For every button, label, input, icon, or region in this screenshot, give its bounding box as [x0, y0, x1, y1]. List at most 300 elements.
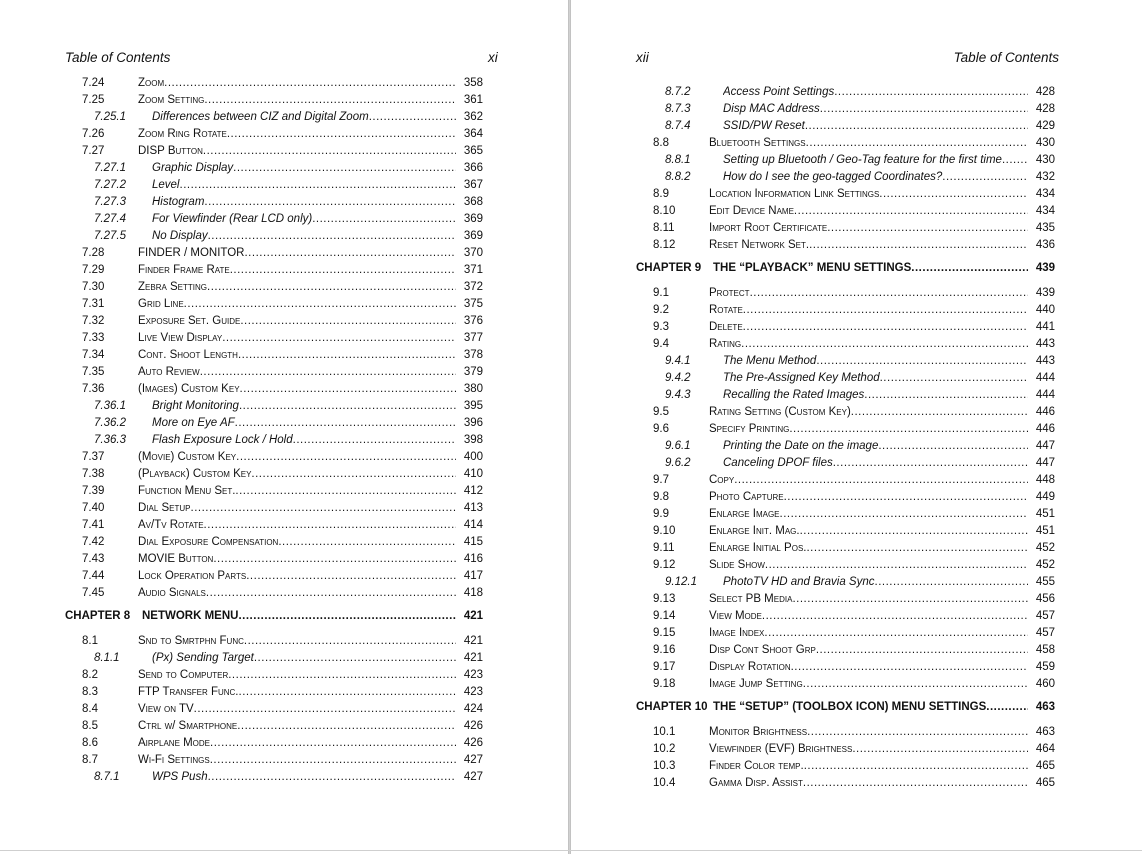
- toc-entry-number: 7.31: [82, 298, 105, 310]
- toc-entry[interactable]: [636, 676, 1055, 693]
- toc-entry-title: Snd to Smrtphn Func: [138, 635, 244, 647]
- toc-entry-title: Setting up Bluetooth / Geo-Tag feature for the first time: [723, 154, 1002, 166]
- toc-entry-title: Rating: [709, 338, 742, 350]
- toc-entry[interactable]: [636, 353, 1055, 370]
- toc-entry-number: 7.24: [82, 77, 105, 89]
- dot-leader: [875, 574, 1029, 591]
- toc-entry[interactable]: [65, 701, 483, 718]
- toc-entry[interactable]: [65, 279, 483, 296]
- toc-entry-title: Access Point Settings: [723, 86, 835, 98]
- toc-entry-page: 358: [463, 77, 483, 89]
- toc-entry[interactable]: [636, 186, 1055, 203]
- toc-entry[interactable]: [65, 245, 483, 262]
- toc-entry-title: Zoom Setting: [138, 94, 205, 106]
- toc-entry-page: 427: [463, 754, 483, 766]
- toc-entry-page: 428: [1035, 103, 1055, 115]
- dot-leader: [806, 135, 1028, 152]
- dot-leader: [820, 101, 1028, 118]
- dot-leader: [741, 336, 1028, 353]
- toc-entry[interactable]: [636, 455, 1055, 472]
- dot-leader: [762, 608, 1028, 625]
- toc-entry[interactable]: [65, 262, 483, 279]
- toc-entry-page: 452: [1035, 559, 1055, 571]
- left-page: [0, 0, 568, 854]
- toc-chapter-entry[interactable]: [636, 699, 1055, 716]
- dot-leader: [750, 285, 1028, 302]
- toc-entry-page: 427: [463, 771, 483, 783]
- toc-entry-title: More on Eye AF: [152, 417, 235, 429]
- toc-entry[interactable]: [636, 336, 1055, 353]
- toc-entry[interactable]: [636, 152, 1055, 169]
- toc-entry-title: Dial Exposure Compensation: [138, 536, 279, 548]
- toc-entry-number: 7.28: [82, 247, 105, 259]
- toc-entry-title: Live View Display: [138, 332, 223, 344]
- toc-entry-number: 9.9: [653, 508, 669, 520]
- toc-entry-page: 441: [1035, 321, 1055, 333]
- dot-leader: [743, 302, 1028, 319]
- toc-entry-page: 398: [463, 434, 483, 446]
- toc-entry[interactable]: [636, 642, 1055, 659]
- toc-entry-number: 10.1: [653, 726, 676, 738]
- toc-entry-page: 365: [463, 145, 483, 157]
- toc-entry-page: 460: [1035, 678, 1055, 690]
- toc-entry-title: Finder Frame Rate: [138, 264, 230, 276]
- toc-entry-page: 435: [1035, 222, 1055, 234]
- toc-entry-number: 8.3: [82, 686, 98, 698]
- toc-entry-page: 367: [463, 179, 483, 191]
- toc-entry[interactable]: [636, 135, 1055, 152]
- dot-leader: [208, 228, 456, 245]
- dot-leader: [743, 319, 1028, 336]
- toc-entry[interactable]: [636, 659, 1055, 676]
- toc-entry-title: Rotate: [709, 304, 743, 316]
- dot-leader: [191, 500, 456, 517]
- dot-leader: [208, 769, 456, 786]
- toc-entry-number: 7.27.5: [94, 230, 126, 242]
- toc-entry-title: How do I see the geo-tagged Coordinates?: [723, 171, 943, 183]
- dot-leader: [312, 211, 456, 228]
- toc-entry-number: 8.4: [82, 703, 98, 715]
- toc-entry-title: The Menu Method: [723, 355, 817, 367]
- toc-entry-title: Monitor Brightness: [709, 726, 808, 738]
- dot-leader: [206, 585, 456, 602]
- toc-entry[interactable]: [65, 381, 483, 398]
- dot-leader: [1002, 152, 1028, 169]
- toc-entry[interactable]: [636, 523, 1055, 540]
- toc-entry-title: (Movie) Custom Key: [138, 451, 237, 463]
- toc-entry[interactable]: [65, 313, 483, 330]
- toc-entry-title: Disp MAC Address: [723, 103, 820, 115]
- toc-entry-number: 7.45: [82, 587, 105, 599]
- toc-entry-page: 448: [1035, 474, 1055, 486]
- toc-entry-page: 463: [1035, 726, 1055, 738]
- dot-leader: [207, 279, 456, 296]
- dot-leader: [804, 758, 1028, 775]
- toc-entry[interactable]: [65, 228, 483, 245]
- dot-leader: [246, 568, 456, 585]
- toc-entry-number: 7.33: [82, 332, 105, 344]
- toc-entry-page: 371: [463, 264, 483, 276]
- toc-entry[interactable]: [636, 591, 1055, 608]
- toc-entry-page: 455: [1035, 576, 1055, 588]
- toc-entry[interactable]: [65, 211, 483, 228]
- toc-entry-number: 7.27.4: [94, 213, 126, 225]
- toc-entry-page: 421: [463, 652, 483, 664]
- toc-entry-page: 432: [1035, 171, 1055, 183]
- toc-list: [65, 75, 483, 795]
- toc-entry-number: 9.4.1: [665, 355, 691, 367]
- toc-entry-page: 439: [1035, 262, 1055, 274]
- dot-leader: [235, 415, 456, 432]
- toc-entry-number: 7.39: [82, 485, 105, 497]
- toc-entry-number: 9.11: [653, 542, 675, 554]
- toc-entry-number: 8.9: [653, 188, 669, 200]
- toc-entry-page: 428: [1035, 86, 1055, 98]
- toc-entry-number: 7.35: [82, 366, 105, 378]
- toc-entry-page: 447: [1035, 457, 1055, 469]
- toc-entry[interactable]: [636, 557, 1055, 574]
- dot-leader: [227, 126, 456, 143]
- toc-entry[interactable]: [636, 625, 1055, 642]
- toc-entry-page: 459: [1035, 661, 1055, 673]
- toc-entry-number: 8.5: [82, 720, 98, 732]
- toc-entry-title: Cont. Shoot Length: [138, 349, 238, 361]
- toc-entry-page: 424: [463, 703, 483, 715]
- toc-entry-number: 7.41: [82, 519, 105, 531]
- toc-entry-page: 429: [1035, 120, 1055, 132]
- toc-entry-number: 10.2: [653, 743, 676, 755]
- toc-entry-page: 426: [463, 737, 483, 749]
- toc-entry[interactable]: [65, 585, 483, 602]
- toc-entry-number: CHAPTER 10: [636, 701, 708, 713]
- toc-entry-title: Exposure Set. Guide: [138, 315, 241, 327]
- dot-leader: [204, 194, 456, 211]
- dot-leader: [235, 483, 456, 500]
- toc-entry[interactable]: [65, 143, 483, 160]
- toc-entry[interactable]: [636, 574, 1055, 591]
- dot-leader: [164, 75, 456, 92]
- toc-entry-number: 9.12: [653, 559, 676, 571]
- dot-leader: [230, 262, 456, 279]
- toc-entry[interactable]: [636, 319, 1055, 336]
- toc-entry[interactable]: [65, 568, 483, 585]
- toc-entry[interactable]: [636, 285, 1055, 302]
- toc-entry-number: 9.10: [653, 525, 676, 537]
- toc-entry[interactable]: [65, 534, 483, 551]
- toc-entry-page: 451: [1035, 508, 1055, 520]
- toc-entry[interactable]: [636, 302, 1055, 319]
- toc-entry[interactable]: [636, 404, 1055, 421]
- toc-entry-number: 7.38: [82, 468, 105, 480]
- toc-entry-number: 9.6.1: [665, 440, 691, 452]
- dot-leader: [807, 724, 1028, 741]
- toc-entry-number: 8.8: [653, 137, 669, 149]
- toc-entry-number: 7.34: [82, 349, 105, 361]
- dot-leader: [180, 177, 457, 194]
- toc-entry-page: 378: [463, 349, 483, 361]
- toc-entry-title: Select PB Media: [709, 593, 793, 605]
- dot-leader: [203, 143, 456, 160]
- toc-entry[interactable]: [65, 432, 483, 449]
- toc-entry-page: 443: [1035, 338, 1055, 350]
- toc-entry-page: 446: [1035, 423, 1055, 435]
- toc-entry-title: PhotoTV HD and Bravia Sync: [723, 576, 875, 588]
- toc-entry-number: 9.5: [653, 406, 669, 418]
- toc-entry-page: 421: [463, 635, 483, 647]
- toc-entry-page: 423: [463, 669, 483, 681]
- toc-entry[interactable]: [65, 347, 483, 364]
- toc-entry[interactable]: [65, 398, 483, 415]
- toc-entry[interactable]: [65, 650, 483, 667]
- toc-entry-number: 9.6: [653, 423, 669, 435]
- toc-entry-page: 457: [1035, 610, 1055, 622]
- toc-entry-title: THE “PLAYBACK” MENU SETTINGS: [713, 262, 912, 274]
- toc-entry-title: Viewfinder (EVF) Brightness: [709, 743, 853, 755]
- running-head-title: Table of Contents: [953, 50, 1059, 65]
- toc-entry-title: Canceling DPOF files: [723, 457, 833, 469]
- toc-entry[interactable]: [636, 370, 1055, 387]
- dot-leader: [369, 109, 456, 126]
- toc-entry-number: 7.26: [82, 128, 105, 140]
- toc-entry-number: 9.18: [653, 678, 676, 690]
- dot-leader: [244, 633, 456, 650]
- running-head-title: Table of Contents: [65, 50, 171, 65]
- dot-leader: [791, 659, 1028, 676]
- toc-entry-title: Enlarge Image: [709, 508, 780, 520]
- toc-entry-page: 434: [1035, 188, 1055, 200]
- toc-entry-title: Display Rotation: [709, 661, 791, 673]
- dot-leader: [210, 752, 456, 769]
- dot-leader: [204, 92, 456, 109]
- toc-entry-title: Av/Tv Rotate: [138, 519, 204, 531]
- toc-entry-title: Send to Computer: [138, 669, 229, 681]
- toc-entry[interactable]: [636, 101, 1055, 118]
- toc-entry-title: (Playback) Custom Key: [138, 468, 252, 480]
- toc-entry-page: 426: [463, 720, 483, 732]
- dot-leader: [827, 220, 1028, 237]
- toc-entry[interactable]: [636, 472, 1055, 489]
- toc-entry-page: 418: [463, 587, 483, 599]
- toc-entry-title: Protect: [709, 287, 750, 299]
- toc-entry-number: 8.7.4: [665, 120, 691, 132]
- toc-entry-page: 464: [1035, 743, 1055, 755]
- toc-entry-number: 7.30: [82, 281, 105, 293]
- toc-entry-page: 366: [463, 162, 483, 174]
- toc-entry-page: 375: [463, 298, 483, 310]
- toc-entry[interactable]: [636, 421, 1055, 438]
- dot-leader: [800, 523, 1028, 540]
- dot-leader: [794, 203, 1028, 220]
- toc-entry-title: Ctrl w/ Smartphone: [138, 720, 238, 732]
- toc-entry-number: 9.4: [653, 338, 669, 350]
- toc-entry-title: View Mode: [709, 610, 762, 622]
- toc-entry[interactable]: [65, 92, 483, 109]
- dot-leader: [240, 313, 456, 330]
- toc-entry[interactable]: [65, 75, 483, 92]
- toc-entry[interactable]: [65, 109, 483, 126]
- toc-entry-title: MOVIE Button: [138, 553, 214, 565]
- toc-entry-title: Bright Monitoring: [152, 400, 239, 412]
- toc-entry-number: 7.42: [82, 536, 105, 548]
- toc-entry-page: 413: [463, 502, 483, 514]
- toc-entry-number: 7.36.3: [94, 434, 126, 446]
- toc-entry-title: THE “SETUP” (TOOLBOX ICON) MENU SETTINGS: [713, 701, 987, 713]
- toc-entry-number: 9.4.2: [665, 372, 691, 384]
- toc-entry-number: 7.27: [82, 145, 105, 157]
- toc-entry-title: FTP Transfer Func.: [138, 686, 239, 698]
- toc-chapter-entry[interactable]: [636, 260, 1055, 277]
- toc-entry-number: 8.12: [653, 239, 676, 251]
- toc-entry[interactable]: [636, 220, 1055, 237]
- dot-leader: [239, 398, 456, 415]
- toc-entry[interactable]: [636, 118, 1055, 135]
- toc-entry-page: 436: [1035, 239, 1055, 251]
- toc-entry-number: 7.36.2: [94, 417, 126, 429]
- dot-leader: [851, 404, 1028, 421]
- toc-entry-title: Disp Cont Shoot Grp: [709, 644, 816, 656]
- toc-entry[interactable]: [636, 169, 1055, 186]
- toc-entry-page: 430: [1035, 154, 1055, 166]
- toc-entry[interactable]: [65, 194, 483, 211]
- toc-entry-number: 7.36.1: [94, 400, 126, 412]
- toc-entry[interactable]: [636, 438, 1055, 455]
- toc-entry-page: 446: [1035, 406, 1055, 418]
- toc-entry-number: 9.3: [653, 321, 669, 333]
- dot-leader: [228, 667, 456, 684]
- toc-entry[interactable]: [636, 540, 1055, 557]
- dot-leader: [792, 591, 1028, 608]
- toc-entry[interactable]: [65, 718, 483, 735]
- toc-entry[interactable]: [636, 237, 1055, 254]
- dot-leader: [789, 421, 1028, 438]
- toc-entry[interactable]: [65, 769, 483, 786]
- dot-leader: [237, 718, 456, 735]
- toc-entry[interactable]: [65, 551, 483, 568]
- dot-leader: [880, 370, 1028, 387]
- toc-entry[interactable]: [65, 296, 483, 313]
- toc-entry-title: (Images) Custom Key: [138, 383, 240, 395]
- toc-entry-title: DISP Button: [138, 145, 203, 157]
- dot-leader: [244, 245, 456, 262]
- dot-leader: [194, 701, 456, 718]
- toc-entry[interactable]: [65, 415, 483, 432]
- toc-entry[interactable]: [65, 160, 483, 177]
- toc-entry-page: 458: [1035, 644, 1055, 656]
- toc-entry-title: Recalling the Rated Images: [723, 389, 865, 401]
- toc-entry-page: 377: [463, 332, 483, 344]
- toc-entry[interactable]: [636, 608, 1055, 625]
- toc-entry[interactable]: [65, 364, 483, 381]
- toc-entry[interactable]: [65, 517, 483, 534]
- toc-entry-number: 9.15: [653, 627, 676, 639]
- toc-entry-title: Edit Device Name: [709, 205, 794, 217]
- toc-entry-number: 8.1.1: [94, 652, 120, 664]
- dot-leader: [878, 438, 1028, 455]
- toc-entry[interactable]: [65, 752, 483, 769]
- toc-entry[interactable]: [636, 84, 1055, 101]
- dot-leader: [238, 347, 456, 364]
- toc-entry[interactable]: [65, 735, 483, 752]
- toc-entry-page: 452: [1035, 542, 1055, 554]
- dot-leader: [879, 186, 1028, 203]
- toc-entry[interactable]: [65, 684, 483, 701]
- dot-leader: [765, 557, 1028, 574]
- dot-leader: [222, 330, 456, 347]
- toc-entry-title: Finder Color temp.: [709, 760, 804, 772]
- dot-leader: [233, 160, 456, 177]
- toc-entry-title: NETWORK MENU: [142, 610, 239, 622]
- dot-leader: [784, 489, 1028, 506]
- toc-entry[interactable]: [65, 449, 483, 466]
- toc-entry-title: Rating Setting (Custom Key): [709, 406, 851, 418]
- toc-chapter-entry[interactable]: [65, 608, 483, 625]
- toc-entry-title: Reset Network Set.: [709, 239, 810, 251]
- toc-entry-page: 417: [463, 570, 483, 582]
- toc-entry-page: 423: [463, 686, 483, 698]
- dot-leader: [809, 237, 1028, 254]
- dot-leader: [803, 676, 1028, 693]
- toc-entry[interactable]: [65, 330, 483, 347]
- toc-entry-number: 8.10: [653, 205, 676, 217]
- toc-entry-title: WPS Push: [152, 771, 208, 783]
- toc-entry[interactable]: [636, 489, 1055, 506]
- toc-entry-page: 361: [463, 94, 483, 106]
- toc-entry-title: Location Information Link Settings: [709, 188, 880, 200]
- toc-entry[interactable]: [636, 203, 1055, 220]
- toc-entry-title: Differences between CIZ and Digital Zoom: [152, 111, 369, 123]
- toc-entry-number: 9.6.2: [665, 457, 691, 469]
- toc-entry-page: 465: [1035, 777, 1055, 789]
- toc-entry[interactable]: [636, 506, 1055, 523]
- toc-entry-title: Photo Capture: [709, 491, 784, 503]
- running-head-page-number: xi: [488, 50, 498, 65]
- toc-entry[interactable]: [636, 387, 1055, 404]
- dot-leader: [236, 449, 456, 466]
- toc-entry[interactable]: [636, 741, 1055, 758]
- toc-entry[interactable]: [65, 633, 483, 650]
- toc-entry-page: 379: [463, 366, 483, 378]
- toc-entry[interactable]: [65, 667, 483, 684]
- toc-entry-page: 396: [463, 417, 483, 429]
- toc-entry-number: 9.17: [653, 661, 676, 673]
- toc-entry-number: 10.4: [653, 777, 676, 789]
- toc-entry[interactable]: [636, 724, 1055, 741]
- toc-entry-number: 7.40: [82, 502, 105, 514]
- toc-entry[interactable]: [65, 126, 483, 143]
- toc-entry-page: 395: [463, 400, 483, 412]
- page-bottom-edge: [0, 850, 1142, 851]
- toc-entry-title: Grid Line: [138, 298, 184, 310]
- toc-entry-number: 9.16: [653, 644, 676, 656]
- toc-entry[interactable]: [636, 758, 1055, 775]
- toc-entry[interactable]: [636, 775, 1055, 792]
- toc-entry[interactable]: [65, 500, 483, 517]
- toc-entry-page: 434: [1035, 205, 1055, 217]
- toc-entry-title: Delete: [709, 321, 743, 333]
- toc-entry-number: CHAPTER 9: [636, 262, 702, 274]
- toc-entry[interactable]: [65, 483, 483, 500]
- toc-entry-page: 444: [1035, 372, 1055, 384]
- toc-entry-number: 8.7.1: [94, 771, 120, 783]
- toc-entry-page: 372: [463, 281, 483, 293]
- dot-leader: [942, 169, 1028, 186]
- toc-entry-title: Wi-Fi Settings: [138, 754, 210, 766]
- toc-entry[interactable]: [65, 466, 483, 483]
- toc-entry-page: 400: [463, 451, 483, 463]
- toc-entry[interactable]: [65, 177, 483, 194]
- toc-entry-title: SSID/PW Reset: [723, 120, 805, 132]
- toc-entry-page: 421: [463, 610, 483, 622]
